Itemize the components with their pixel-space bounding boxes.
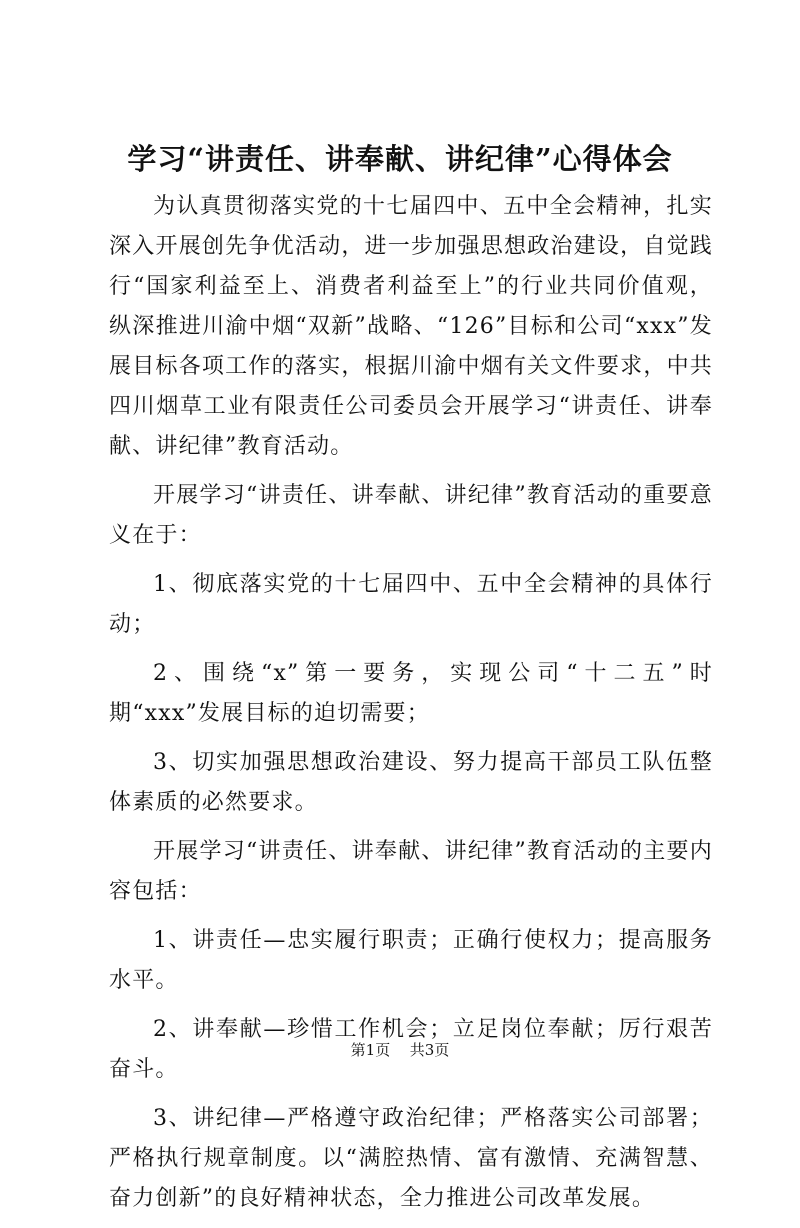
paragraph-significance-item-2: 2、围绕“x”第一要务，实现公司“十二五”时期“xxx”发展目标的迫切需要； xyxy=(109,661,713,726)
paragraph-content-heading: 开展学习“讲责任、讲奉献、讲纪律”教育活动的主要内容包括： xyxy=(109,839,713,904)
paragraph-content-item-1: 1、讲责任—忠实履行职责；正确行使权力；提高服务水平。 xyxy=(109,928,713,993)
paragraph-intro: 为认真贯彻落实党的十七届四中、五中全会精神，扎实深入开展创先争优活动，进一步加强思想政治建设，自觉践行“国家利益至上、消费者利益至上”的行业共同价值观，纵深推进川渝中烟“双新”战略、“126”目标和公司“xxx”发展目标各项工作的落实，根据川渝中烟有关文件要求，中共四川烟草工业有限责任公司委员会开展学习“讲责任、讲奉献、讲纪律”教育活动。 xyxy=(109,194,713,459)
page-total: 共3页 xyxy=(409,1041,450,1059)
paragraph-significance-heading: 开展学习“讲责任、讲奉献、讲纪律”教育活动的重要意义在于： xyxy=(109,483,713,548)
paragraph-content-item-3: 3、讲纪律—严格遵守政治纪律；严格落实公司部署；严格执行规章制度。以“满腔热情、富有激情、充满智慧、奋力创新”的良好精神状态，全力推进公司改革发展。 xyxy=(109,1106,713,1211)
page-number: 第1页 xyxy=(350,1041,391,1059)
page-footer xyxy=(0,1040,800,1060)
paragraph-significance-item-3: 3、切实加强思想政治建设、努力提高干部员工队伍整体素质的必然要求。 xyxy=(109,750,713,815)
document-body xyxy=(109,187,713,1228)
paragraph-content-item-2: 2、讲奉献—珍惜工作机会；立足岗位奉献；厉行艰苦奋斗。 xyxy=(109,1017,713,1082)
paragraph-significance-item-1: 1、彻底落实党的十七届四中、五中全会精神的具体行动； xyxy=(109,572,713,637)
document-title: 学习“讲责任、讲奉献、讲纪律”心得体会 xyxy=(127,142,673,176)
